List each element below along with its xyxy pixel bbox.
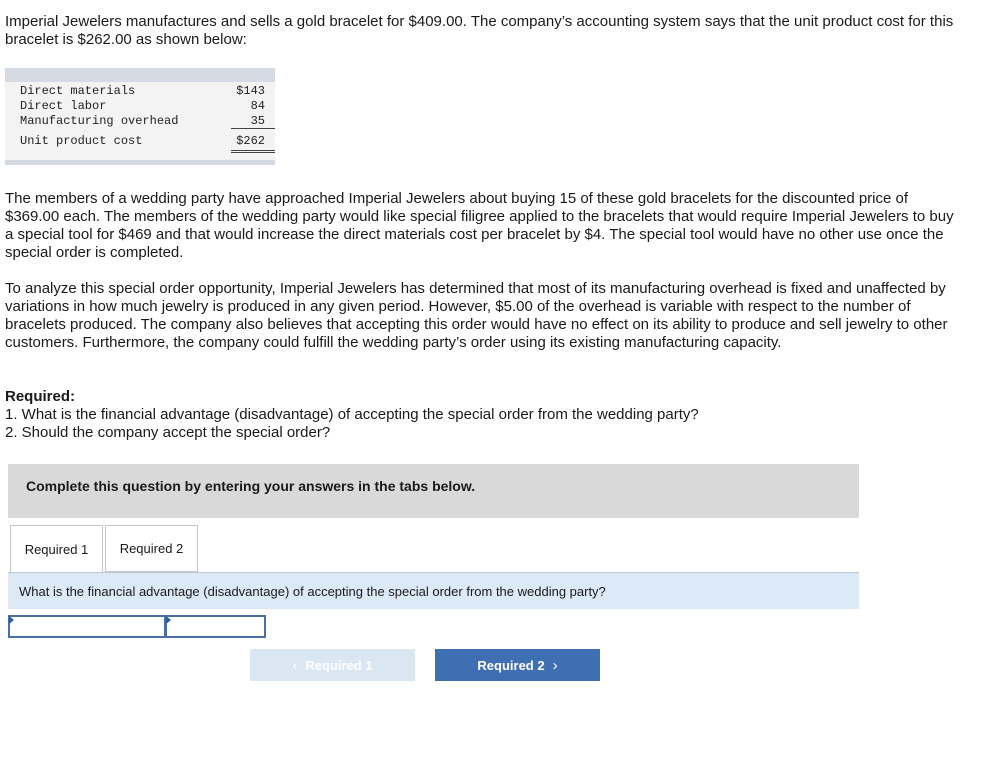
intro-paragraph: Imperial Jewelers manufactures and sells a gold bracelet for $409.00. The company’s accounting system says that the unit product cost for this bracelet is $262.00 as shown below: bbox=[5, 13, 954, 48]
tab-required-2[interactable] bbox=[105, 525, 198, 572]
chevron-right-icon: › bbox=[552, 656, 558, 674]
answer-label-input[interactable] bbox=[8, 615, 166, 638]
tab-label: Required 2 bbox=[119, 541, 184, 556]
row-value: 84 bbox=[250, 99, 265, 113]
table-footer-bar bbox=[5, 160, 275, 165]
total-row bbox=[20, 134, 270, 149]
required-title: Required: bbox=[5, 388, 76, 405]
total-double-rule bbox=[231, 152, 275, 153]
table-header-bar bbox=[5, 68, 275, 82]
prev-button-label: Required 1 bbox=[305, 657, 373, 673]
table-row bbox=[20, 114, 270, 129]
table-row bbox=[20, 84, 270, 99]
wedding-paragraph: The members of a wedding party have approached Imperial Jewelers about buying 15 of these gold bracelets for the discounted price of $369.00 each. The members of the wedding party would like special filigree applied to the bracelets that would require Imperial Jewelers to buy a special tool for $469 and that would increase the direct materials cost per bracelet by $4. The special tool would have no other use once the special order is completed. bbox=[5, 190, 954, 261]
row-value: $143 bbox=[236, 84, 265, 98]
question-text: What is the financial advantage (disadvantage) of accepting the special order from the wedding party? bbox=[19, 584, 606, 599]
tab-label: Required 1 bbox=[24, 542, 89, 557]
table-row bbox=[20, 99, 270, 114]
row-value: 35 bbox=[250, 114, 265, 128]
question-prompt bbox=[8, 572, 859, 609]
subtotal-rule bbox=[231, 128, 275, 129]
instruction-text: Complete this question by entering your answers in the tabs below. bbox=[26, 478, 476, 494]
input-flag-icon bbox=[166, 616, 171, 624]
chevron-left-icon: ‹ bbox=[292, 656, 298, 674]
row-label: Direct labor bbox=[20, 99, 107, 113]
analysis-paragraph: To analyze this special order opportunity, Imperial Jewelers has determined that most of its manufacturing overhead is fixed and unaffected by variations in how much jewelry is produced in any given period. However, $5.00 of the overhead is variable with respect to the number of bracelets produced. The company also believes that accepting this order would have no effect on its ability to produce and sell jewelry to other customers. Furthermore, the company could fulfill the wedding party’s order using its existing manufacturing capacity. bbox=[5, 280, 948, 351]
row-label: Manufacturing overhead bbox=[20, 114, 179, 128]
input-flag-icon bbox=[9, 616, 14, 624]
instruction-banner bbox=[8, 464, 859, 518]
next-required-button[interactable] bbox=[435, 649, 600, 681]
prev-required-button[interactable] bbox=[250, 649, 415, 681]
row-label: Direct materials bbox=[20, 84, 136, 98]
required-section bbox=[5, 388, 955, 442]
total-label: Unit product cost bbox=[20, 134, 143, 148]
required-item: 1. What is the financial advantage (disadvantage) of accepting the special order from the wedding party? bbox=[5, 406, 699, 423]
answer-amount-input[interactable] bbox=[165, 615, 266, 638]
total-value: $262 bbox=[236, 134, 265, 148]
next-button-label: Required 2 bbox=[477, 657, 545, 673]
total-double-rule bbox=[231, 150, 275, 151]
cost-table bbox=[5, 68, 275, 165]
tab-required-1[interactable] bbox=[10, 525, 103, 573]
required-item: 2. Should the company accept the special order? bbox=[5, 424, 331, 441]
